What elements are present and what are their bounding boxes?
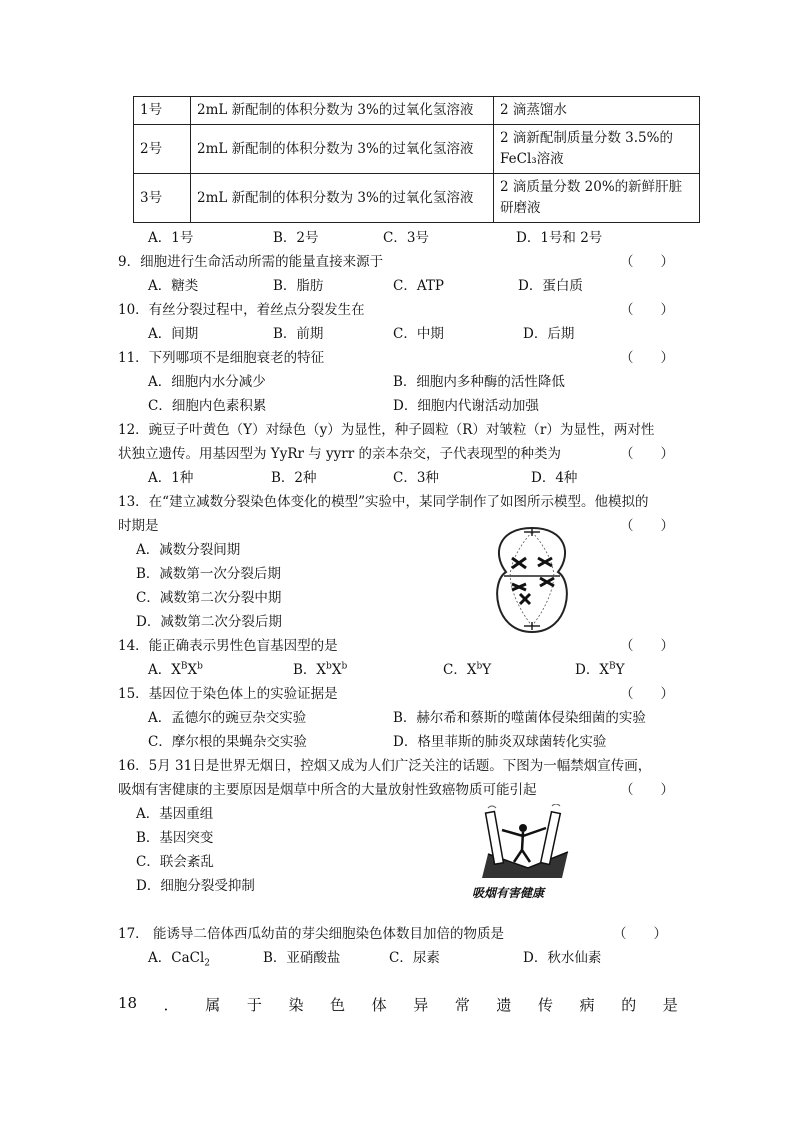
answer-paren: （ ） xyxy=(620,254,674,270)
answer-paren: （ ） xyxy=(620,638,674,654)
answer-paren: （ ） xyxy=(613,926,667,942)
q17-option-d: D．秋水仙素 xyxy=(523,950,602,966)
q17-option-c: C．尿素 xyxy=(389,950,440,966)
answer-paren: （ ） xyxy=(620,350,674,366)
q17-stem: 17． 能诱导二倍体西瓜幼苗的芽尖细胞染色体数目加倍的物质是 xyxy=(118,926,504,942)
q10-option-c: C．中期 xyxy=(393,326,444,342)
q11-option-c: C．细胞内色素积累 xyxy=(148,398,267,414)
reagent-a: 2mL 新配制的体积分数为 3%的过氧化氢溶液 xyxy=(191,97,494,125)
q10-option-a: A．间期 xyxy=(148,326,199,342)
q16-option-c: C．联会紊乱 xyxy=(136,854,214,870)
q12-option-d: D．4种 xyxy=(531,470,578,486)
reagent-b: 2 滴质量分数 20%的新鲜肝脏 研磨液 xyxy=(494,174,700,223)
poster-caption: 吸烟有害健康 xyxy=(472,886,545,900)
q10-option-b: B．前期 xyxy=(273,326,324,342)
q13-stem-line1: 13．在“建立减数分裂染色体变化的模型”实验中，某同学制作了如图所示模型。他模拟的 xyxy=(118,494,649,510)
q18-stem: 18 ． 属 于 染 色 体 异 常 遗 传 病 的 是 xyxy=(118,994,678,1014)
q12-option-a: A．1种 xyxy=(148,470,194,486)
q9-stem: 9．细胞进行生命活动所需的能量直接来源于 xyxy=(118,254,384,270)
table-row xyxy=(134,97,700,125)
q12-option-c: C．3种 xyxy=(393,470,439,486)
tube-number: 3号 xyxy=(134,174,191,223)
q9-option-b: B．脂肪 xyxy=(273,278,324,294)
table-row xyxy=(134,125,700,174)
experiment-table xyxy=(133,96,700,223)
meiosis-model-figure xyxy=(490,524,574,636)
q8-option-a: A．1号 xyxy=(148,230,194,246)
q12-stem-line2: 状独立遗传。用基因型为 YyRr 与 yyrr 的亲本杂交，子代表现型的种类为 xyxy=(118,446,561,462)
reagent-a: 2mL 新配制的体积分数为 3%的过氧化氢溶液 xyxy=(191,125,494,174)
q9-option-c: C．ATP xyxy=(393,278,444,294)
q15-option-b: B．赫尔希和蔡斯的噬菌体侵染细菌的实验 xyxy=(393,710,646,726)
q17-option-a: A．CaCl$_2$ xyxy=(148,950,211,969)
q12-stem-line1: 12．豌豆子叶黄色（Y）对绿色（y）为显性，种子圆粒（R）对皱粒（r）为显性，两对性 xyxy=(118,422,655,438)
q13-option-c: C．减数第二次分裂中期 xyxy=(136,590,282,606)
q16-stem-line1: 16．5月 31日是世界无烟日，控烟又成为人们广泛关注的话题。下图为一幅禁烟宣传画， xyxy=(118,758,652,774)
tube-number: 1号 xyxy=(134,97,191,125)
reagent-a: 2mL 新配制的体积分数为 3%的过氧化氢溶液 xyxy=(191,174,494,223)
q13-option-a: A．减数分裂间期 xyxy=(136,542,241,558)
q16-option-a: A．基因重组 xyxy=(136,806,214,822)
q15-option-c: C．摩尔根的果蝇杂交实验 xyxy=(148,734,307,750)
answer-paren: （ ） xyxy=(620,686,674,702)
q9-option-a: A．糖类 xyxy=(148,278,199,294)
q14-stem: 14．能正确表示男性色盲基因型的是 xyxy=(118,638,338,654)
table-row xyxy=(134,174,700,223)
q13-stem-line2: 时期是 xyxy=(118,518,159,534)
answer-paren: （ ） xyxy=(620,302,674,318)
answer-paren: （ ） xyxy=(620,518,674,534)
q15-stem: 15．基因位于染色体上的实验证据是 xyxy=(118,686,338,702)
answer-paren: （ ） xyxy=(620,446,674,462)
q14-option-b: B．$X^bX^b$ xyxy=(293,661,348,678)
reagent-b: 2 滴蒸馏水 xyxy=(494,97,700,125)
q13-option-b: B．减数第一次分裂后期 xyxy=(136,566,281,582)
q12-option-b: B．2种 xyxy=(271,470,317,486)
q11-stem: 11．下列哪项不是细胞衰老的特征 xyxy=(118,350,325,366)
reagent-b: 2 滴新配制质量分数 3.5%的 FeCl₃溶液 xyxy=(494,125,700,174)
q14-option-a: A．$X^BX^b$ xyxy=(148,661,203,678)
q9-option-d: D．蛋白质 xyxy=(518,278,583,294)
anti-smoking-poster-icon xyxy=(468,804,578,880)
q16-option-d: D．细胞分裂受抑制 xyxy=(136,878,255,894)
q10-option-d: D．后期 xyxy=(523,326,575,342)
q8-option-d: D．1号和 2号 xyxy=(516,230,603,246)
q17-option-b: B．亚硝酸盐 xyxy=(263,950,341,966)
q11-option-a: A．细胞内水分减少 xyxy=(148,374,266,390)
q16-option-b: B．基因突变 xyxy=(136,830,214,846)
q14-option-d: D．$X^BY$ xyxy=(575,661,625,678)
q14-option-c: C．$X^bY$ xyxy=(443,661,492,678)
q16-stem-line2: 吸烟有害健康的主要原因是烟草中所含的大量放射性致癌物质可能引起 xyxy=(118,782,537,798)
q8-option-b: B．2号 xyxy=(273,230,319,246)
q11-option-d: D．细胞内代谢活动加强 xyxy=(393,398,539,414)
q8-option-c: C．3号 xyxy=(383,230,429,246)
answer-paren: （ ） xyxy=(620,782,674,798)
q10-stem: 10．有丝分裂过程中，着丝点分裂发生在 xyxy=(118,302,365,318)
q13-option-d: D．减数第二次分裂后期 xyxy=(136,614,282,630)
q11-option-b: B．细胞内多种酶的活性降低 xyxy=(393,374,565,390)
q15-option-d: D．格里菲斯的肺炎双球菌转化实验 xyxy=(393,734,607,750)
q15-option-a: A．孟德尔的豌豆杂交实验 xyxy=(148,710,307,726)
tube-number: 2号 xyxy=(134,125,191,174)
